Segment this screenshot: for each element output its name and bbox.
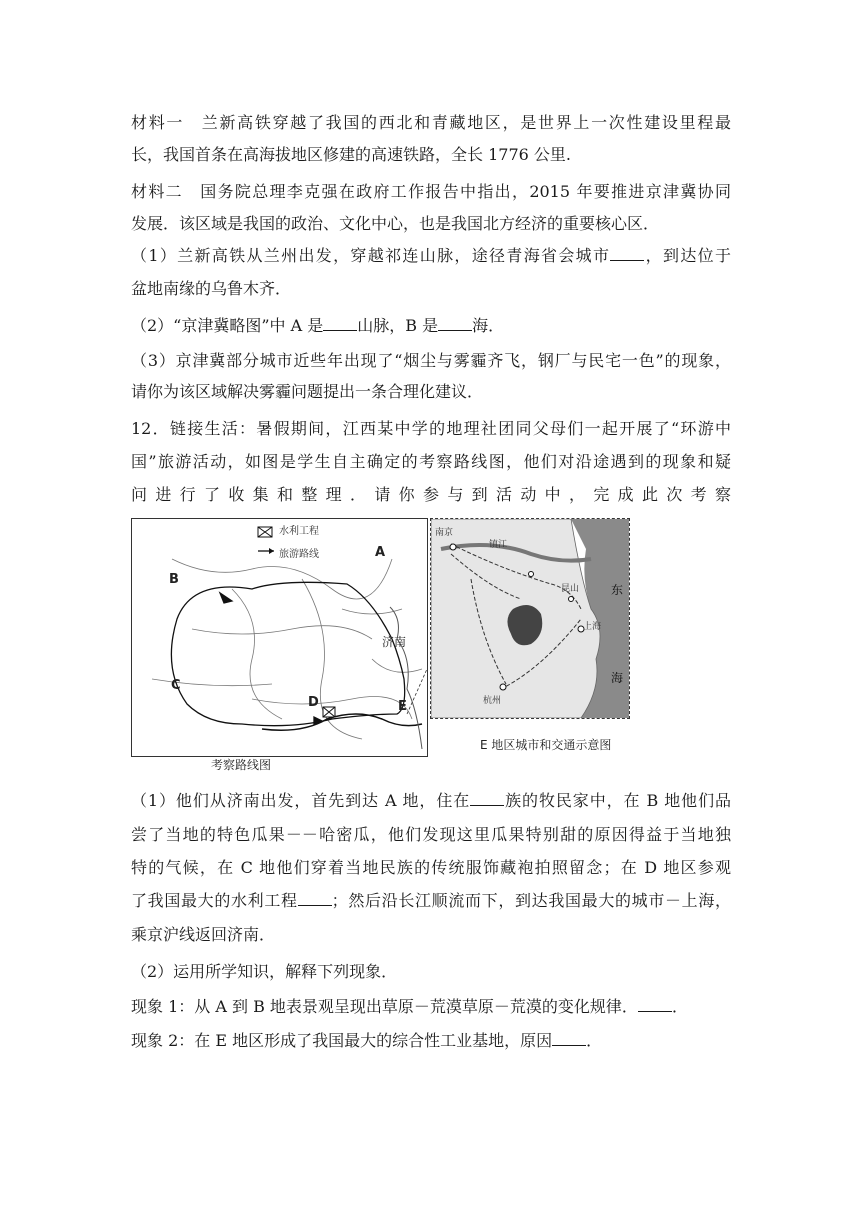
- answer-blank[interactable]: [638, 997, 672, 1012]
- answer-blank[interactable]: [438, 316, 472, 331]
- answer-blank[interactable]: [470, 791, 504, 806]
- q11-part2-text-c: 海．: [472, 316, 505, 335]
- answer-blank[interactable]: [298, 891, 332, 906]
- nanjing-label: 南京: [435, 528, 454, 538]
- e-region-map: [430, 518, 630, 719]
- inset-connector: [407, 669, 427, 714]
- q12-line3: 问 进 行 了 收 集 和 整 理 ． 请 你 参 与 到 活 动 中 ， 完 成 此 次 考 察: [131, 485, 731, 504]
- phenomenon-1-text: 现象 1：从 A 到 B 地表景观呈现出草原－荒漠草原－荒漠的变化规律．: [131, 997, 638, 1016]
- yangtze-river: [262, 714, 422, 730]
- phenomenon-1-end: ．: [671, 997, 688, 1016]
- answer-blank[interactable]: [323, 316, 357, 331]
- q12-line1: 12．链接生活：暑假期间，江西某中学的地理社团同父母们一起开展了“环游中: [131, 419, 731, 438]
- q12-line2: 国”旅游活动，如图是学生自主确定的考察路线图，他们对沿途遇到的现象和疑: [131, 452, 731, 471]
- q12-part1-text-b: 族的牧民家中，在 B 地他们品: [504, 791, 731, 810]
- zhenjiang-label: 镇江: [489, 540, 508, 550]
- material1-line2: 长，我国首条在高海拔地区修建的高速铁路，全长 1776 公里.: [131, 145, 571, 164]
- point-d-label: D: [308, 695, 319, 710]
- q11-part2-text-a: （2）“京津冀略图”中 A 是: [131, 316, 324, 335]
- phenomenon-2-end: ．: [586, 1031, 603, 1050]
- q11-part3-line1: （3）京津冀部分城市近些年出现了“烟尘与雾霾齐飞，钢厂与民宅一色”的现象，: [131, 351, 731, 370]
- q11-part3-line2: 请你为该区域解决雾霾问题提出一条合理化建议．: [131, 382, 484, 401]
- route-map-caption: 考察路线图: [211, 758, 272, 772]
- tour-route: [171, 582, 407, 725]
- legend-water-label: 水利工程: [279, 526, 319, 537]
- jinan-label: 济南: [382, 635, 407, 649]
- point-e-label: E: [398, 699, 407, 714]
- q11-part1-text-a: （1）兰新高铁从兰州出发，穿越祁连山脉，途径青海省会城市: [131, 246, 611, 265]
- phenomenon-2-text: 现象 2：在 E 地区形成了我国最大的综合性工业基地，原因: [131, 1031, 553, 1050]
- coastline: [390, 607, 422, 749]
- q11-part2-text-b: 山脉，B 是: [357, 316, 439, 335]
- q12-part2: （2）运用所学知识，解释下列现象．: [131, 962, 398, 981]
- q12-part1-line5: 乘京沪线返回济南．: [131, 925, 276, 944]
- q12-part1-line3: 特的气候，在 C 地他们穿着当地民族的传统服饰藏袍拍照留念；在 D 地区参观: [131, 858, 731, 877]
- route-legend-arrow-icon: [269, 548, 274, 554]
- phenomenon-2: [131, 1030, 731, 1052]
- q12-part1-line4: [131, 890, 731, 912]
- point-a-label: A: [375, 545, 386, 560]
- q11-part1-line1: [131, 245, 731, 267]
- shanghai-label: 上海: [583, 622, 602, 632]
- route-map: [131, 518, 428, 757]
- material2-line1: 材料二 国务院总理李克强在政府工作报告中指出，2015 年要推进京津冀协同: [131, 182, 731, 201]
- phenomenon-1: [131, 996, 731, 1018]
- kunshan-label: 昆山: [561, 584, 580, 594]
- q11-part1-line2: 盆地南缘的乌鲁木齐．: [131, 279, 292, 298]
- sea-hai-label: 海: [611, 671, 624, 685]
- e-region-map-caption: E 地区城市和交通示意图: [480, 738, 612, 752]
- q12-part1-text-d: ；然后沿长江顺流而下，到达我国最大的城市－上海，: [331, 891, 731, 910]
- water-project-cross-icon: [258, 527, 272, 537]
- q12-part1-text-c: 了我国最大的水利工程: [131, 891, 298, 910]
- q12-part1-line2: 尝了当地的特色瓜果－－哈密瓜，他们发现这里瓜果特别甜的原因得益于当地独: [131, 825, 731, 844]
- material1-line1: 材料一 兰新高铁穿越了我国的西北和青藏地区，是世界上一次性建设里程最: [131, 113, 731, 132]
- q12-part1-line1: [131, 790, 731, 812]
- answer-blank[interactable]: [552, 1031, 586, 1046]
- sea-east-label: 东: [611, 583, 624, 597]
- q12-part1-text-a: （1）他们从济南出发，首先到达 A 地，住在: [131, 791, 471, 810]
- q11-part2: [131, 315, 731, 337]
- answer-blank[interactable]: [610, 246, 644, 261]
- material2-line2: 发展．该区域是我国的政治、文化中心，也是我国北方经济的重要核心区．: [131, 214, 660, 233]
- q11-part1-text-b: ，到达位于: [644, 246, 731, 265]
- hangzhou-label: 杭州: [483, 696, 502, 706]
- legend-route-label: 旅游路线: [279, 549, 319, 560]
- point-b-label: B: [169, 572, 179, 587]
- point-c-label: C: [171, 678, 181, 693]
